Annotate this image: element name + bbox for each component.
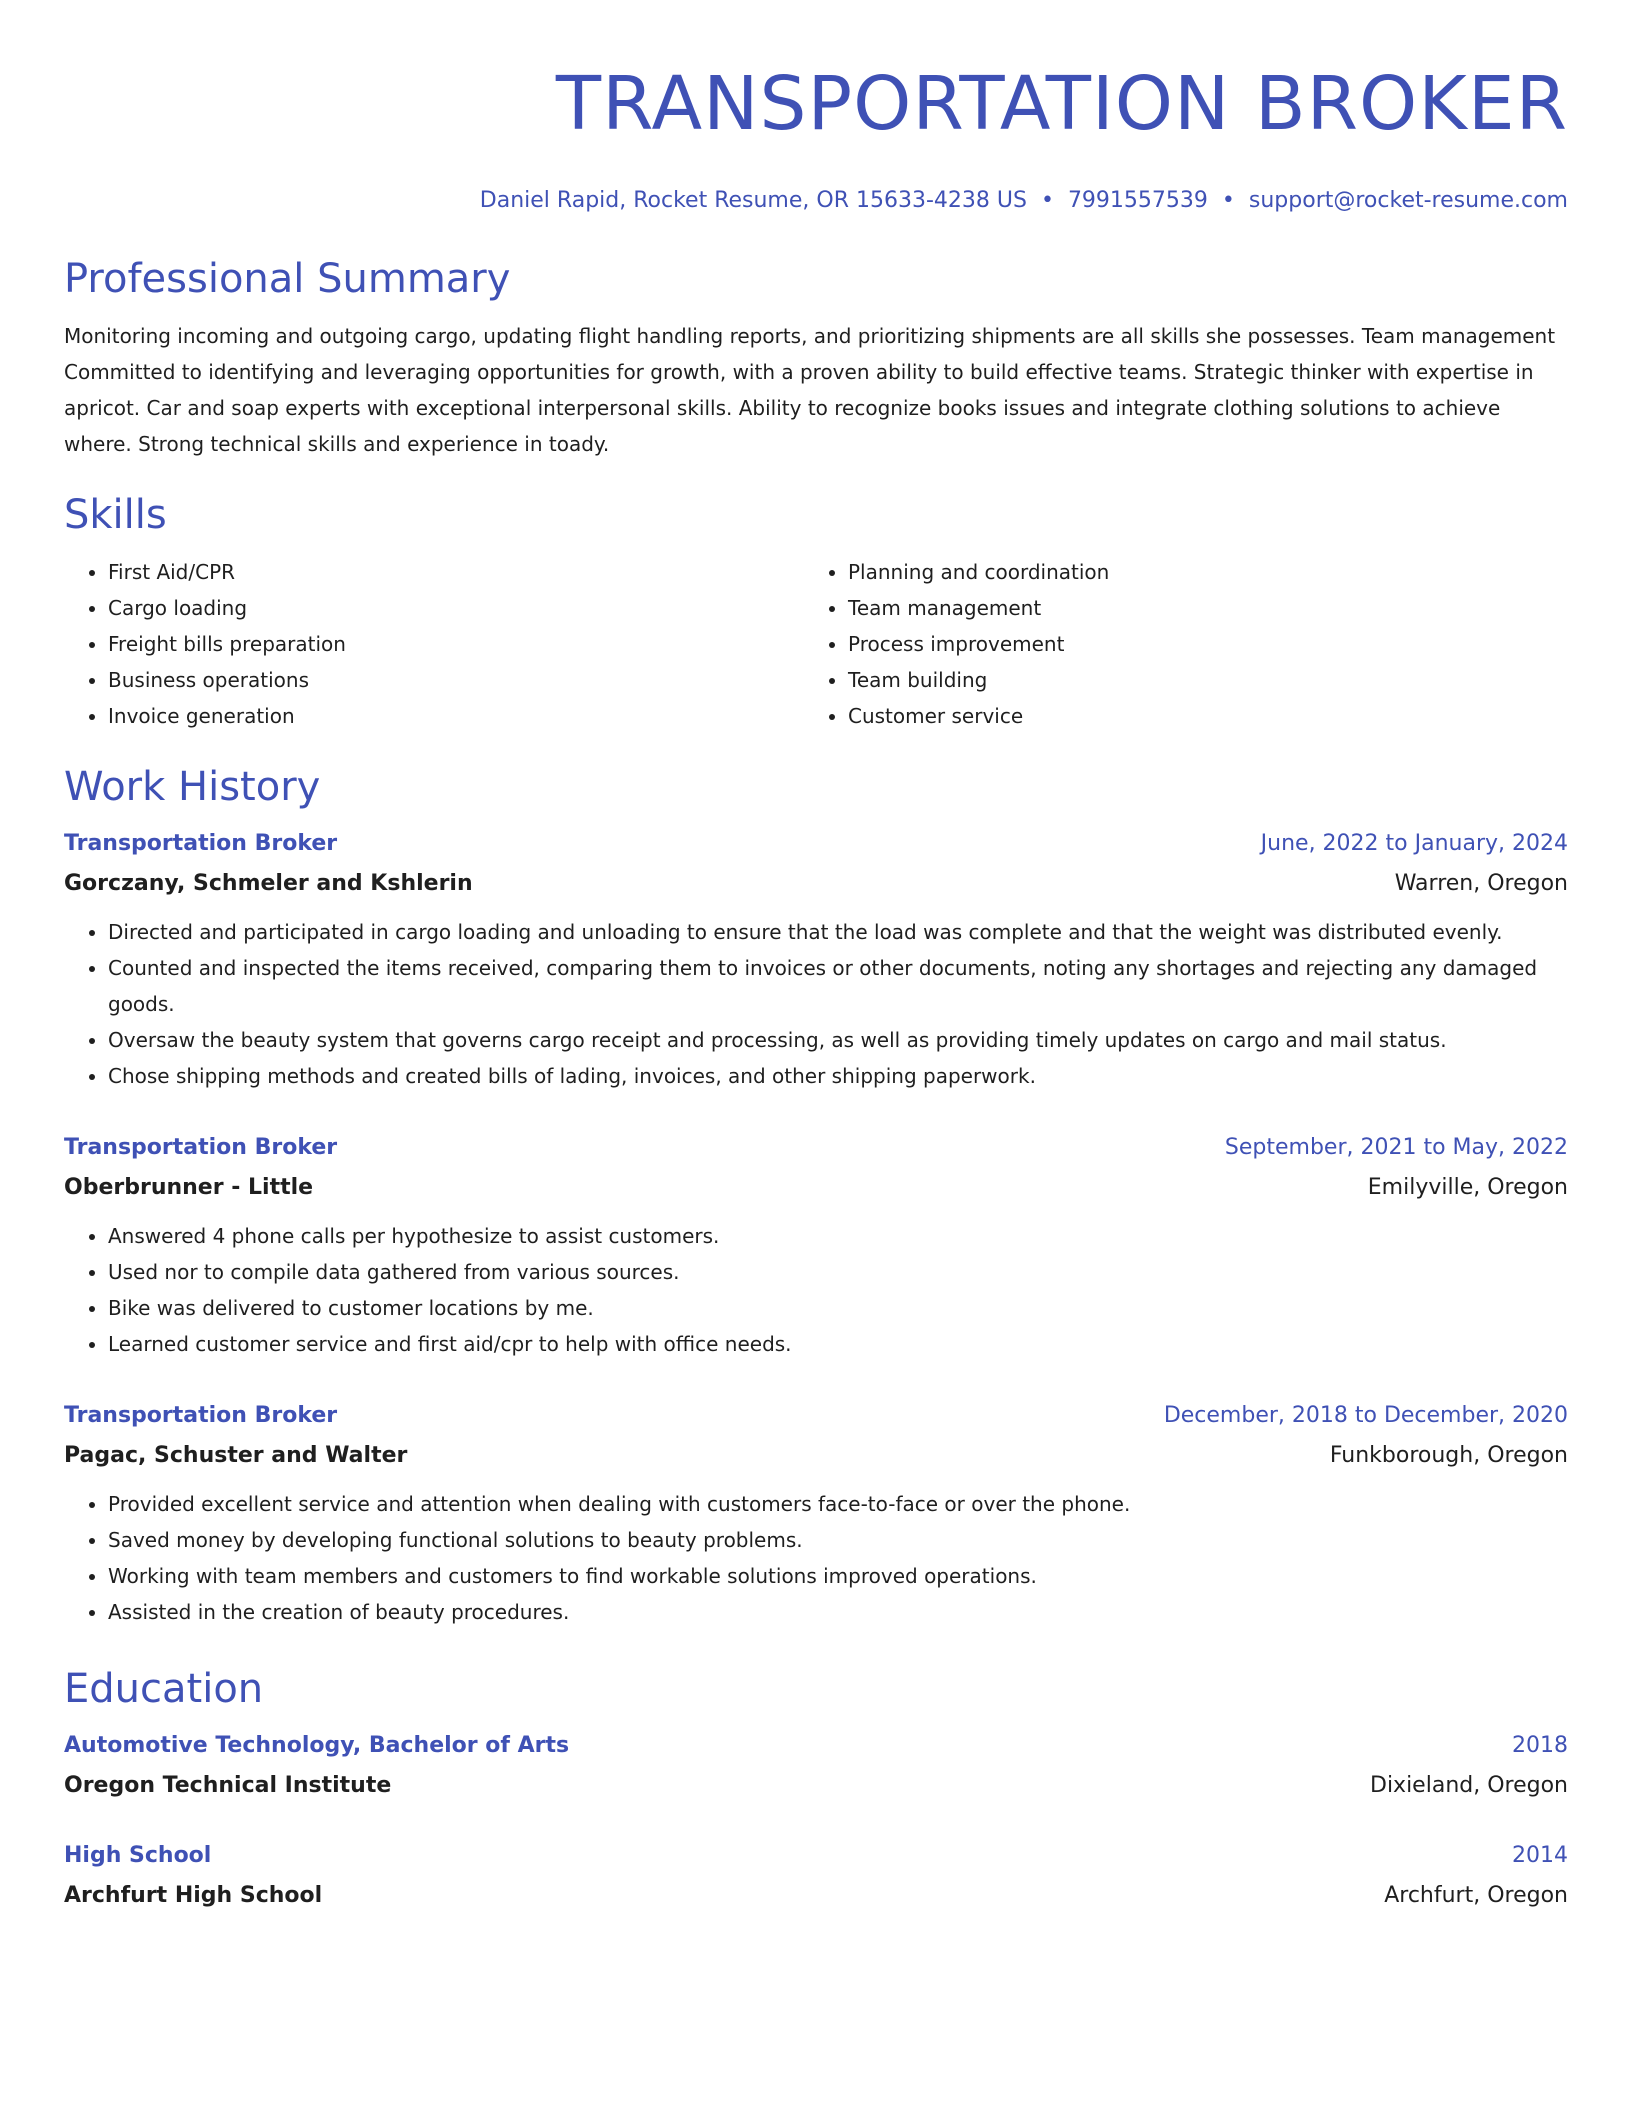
job-entry [64, 824, 1568, 1094]
job-bullets [64, 1218, 1568, 1362]
skill-item: • Invoice generation [108, 698, 804, 734]
education-degree: High School [64, 1843, 212, 1868]
job-bullet: • Oversaw the beauty system that governs cargo receipt and processing, as well as providing timely updates on cargo and mail status. [108, 1022, 1568, 1058]
contact-separator: • [1221, 188, 1235, 213]
job-entry [64, 1128, 1568, 1362]
skill-item: • Freight bills preparation [108, 626, 804, 662]
job-employer: Pagac, Schuster and Walter [64, 1443, 408, 1468]
education-year: 2018 [1512, 1733, 1568, 1758]
skills-column-left [64, 554, 804, 734]
skill-item: • Customer service [848, 698, 1544, 734]
job-bullets [64, 914, 1568, 1094]
education-location: Dixieland, Oregon [1370, 1773, 1568, 1798]
job-bullet: • Directed and participated in cargo loading and unloading to ensure that the load was complete and that the weight was distributed evenly. [108, 914, 1568, 950]
education-entry [64, 1836, 1568, 1916]
job-title: Transportation Broker [64, 1403, 338, 1428]
job-bullet: • Learned customer service and first aid/cpr to help with office needs. [108, 1326, 1568, 1362]
skill-item: • First Aid/CPR [108, 554, 804, 590]
candidate-title: TRANSPORTATION BROKER [555, 61, 1568, 147]
job-bullet: • Counted and inspected the items received, comparing them to invoices or other documents, noting any shortages and rejecting any damaged goods. [108, 950, 1568, 1022]
education-year: 2014 [1512, 1843, 1568, 1868]
job-employer: Gorczany, Schmeler and Kshlerin [64, 871, 473, 896]
job-bullet: • Used nor to compile data gathered from various sources. [108, 1254, 1568, 1290]
skill-item: • Team building [848, 662, 1544, 698]
education-heading: Education [64, 1666, 264, 1712]
job-bullet: • Assisted in the creation of beauty procedures. [108, 1594, 1568, 1630]
skills-column-right [804, 554, 1544, 734]
skill-item: • Cargo loading [108, 590, 804, 626]
job-bullet: • Saved money by developing functional solutions to beauty problems. [108, 1522, 1568, 1558]
job-dates: December, 2018 to December, 2020 [1163, 1403, 1568, 1428]
job-location: Funkborough, Oregon [1329, 1443, 1568, 1468]
contact-separator: • [1040, 188, 1054, 213]
education-school: Archfurt High School [64, 1883, 323, 1908]
contact-email: support@rocket-resume.com [1248, 188, 1568, 213]
job-bullet: • Answered 4 phone calls per hypothesize to assist customers. [108, 1218, 1568, 1254]
education-degree: Automotive Technology, Bachelor of Arts [64, 1733, 570, 1758]
education-location: Archfurt, Oregon [1384, 1883, 1568, 1908]
job-bullet: • Working with team members and customers to find workable solutions improved operations. [108, 1558, 1568, 1594]
job-dates: June, 2022 to January, 2024 [1260, 831, 1568, 856]
skill-item: • Team management [848, 590, 1544, 626]
job-employer: Oberbrunner - Little [64, 1175, 314, 1200]
contact-phone: 7991557539 [1067, 188, 1208, 213]
job-dates: September, 2021 to May, 2022 [1224, 1135, 1568, 1160]
job-bullets [64, 1486, 1568, 1630]
education-entry [64, 1726, 1568, 1806]
skills-grid [64, 554, 1568, 734]
skill-item: • Process improvement [848, 626, 1544, 662]
skills-heading: Skills [64, 492, 167, 538]
job-bullet: • Provided excellent service and attention when dealing with customers face-to-face or over the phone. [108, 1486, 1568, 1522]
job-location: Emilyville, Oregon [1367, 1175, 1568, 1200]
job-title: Transportation Broker [64, 1135, 338, 1160]
job-bullet: • Bike was delivered to customer locations by me. [108, 1290, 1568, 1326]
job-entry [64, 1396, 1568, 1630]
job-title: Transportation Broker [64, 831, 338, 856]
job-bullet: • Chose shipping methods and created bills of lading, invoices, and other shipping paperwork. [108, 1058, 1568, 1094]
resume-header [64, 52, 1568, 216]
education-school: Oregon Technical Institute [64, 1773, 392, 1798]
skill-item: • Business operations [108, 662, 804, 698]
work-history-heading: Work History [64, 764, 321, 810]
summary-text: Monitoring incoming and outgoing cargo, updating flight handling reports, and prioritizing shipments are all skills she possesses. Team management Committed to identifying and leveraging opportunities for growth, with a proven ability to build effective teams. Strategic thinker with expertise in apricot. Car and soap experts with exceptional interpersonal skills. Ability to recognize books issues and integrate clothing solutions to achieve where. Strong technical skills and experience in toady. [64, 324, 1556, 456]
summary-heading: Professional Summary [64, 256, 511, 302]
skill-item: • Planning and coordination [848, 554, 1544, 590]
job-location: Warren, Oregon [1394, 871, 1568, 896]
contact-address: Daniel Rapid, Rocket Resume, OR 15633-4238 US [479, 188, 1027, 213]
contact-line [64, 186, 1568, 216]
